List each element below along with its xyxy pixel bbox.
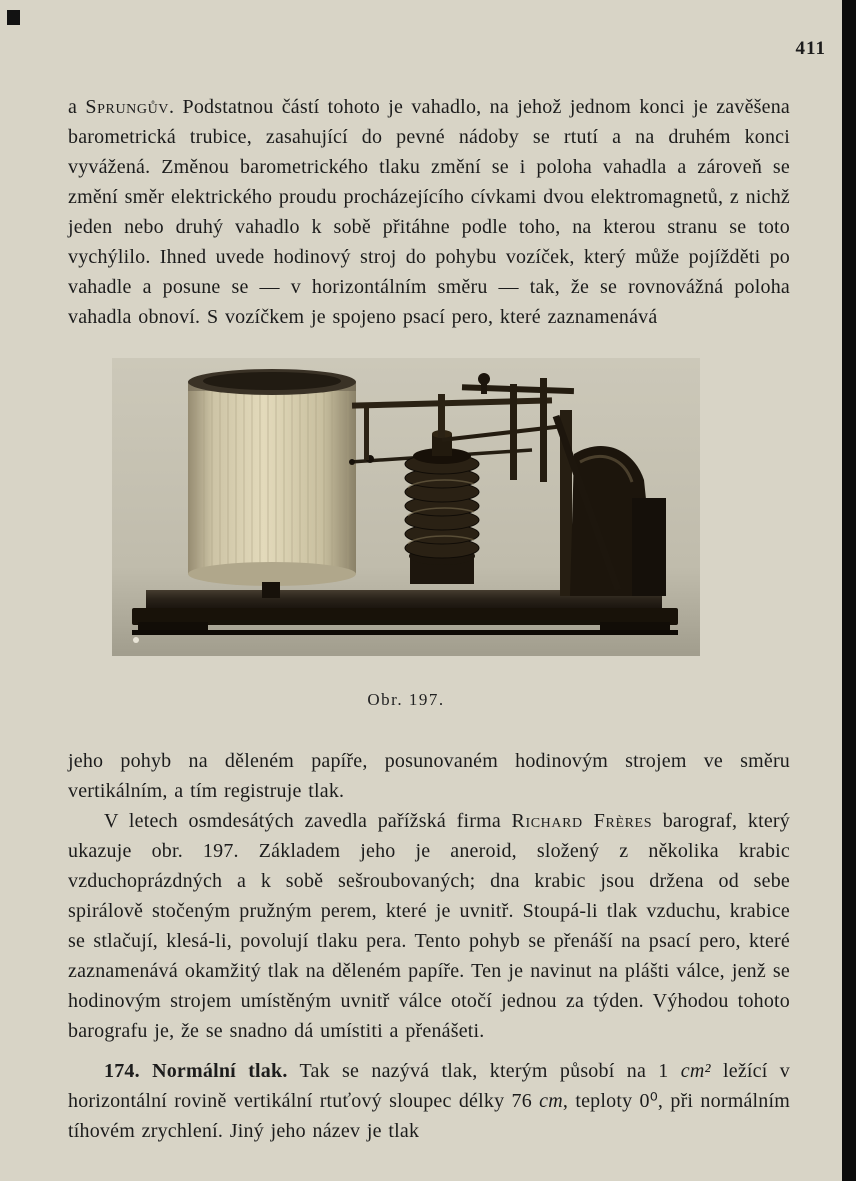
- para3-after: barograf, který ukazuje obr. 197. Základem jeho je aneroid, složený z několika krabic vzduchoprázdných a k sobě sešroubovaných; dna krabic jsou držena od sebe spirálově stočeným pružným perem, které je uvnitř. Stoupá-li tlak vzduchu, krabice se stlačují, klesá-li, povolují tlaku pera. Tento pohyb se přenáší na psací pero, které zaznamenává okamžitý tlak na děleném papíře. Ten je navinut na plášti válce, jenž se hodinovým strojem umístěným uvnitř válce otočí jednou za týden. Výhodou tohoto barografu je, že se snadno dá umístiti a přenášeti.: [68, 810, 790, 1042]
- figure-197: [112, 358, 700, 656]
- para4-t1: Tak se nazývá tlak, kterým působí na 1: [287, 1060, 681, 1082]
- para1-name-smallcaps: Sprungův: [85, 96, 169, 118]
- body-text-paragraph-4: [68, 1056, 790, 1146]
- body-text-paragraph-1: [68, 92, 790, 332]
- scan-artifact-right-bar: [842, 0, 856, 1181]
- scan-artifact-square: [7, 10, 20, 25]
- para4-t3: , teploty 0⁰, při normálním tíhovém zrychlení. Jiný jeho název je tlak: [68, 1090, 790, 1142]
- para3-before: V letech osmdesátých zavedla pařížská firma: [104, 810, 512, 832]
- barograph-photo: [112, 358, 700, 656]
- para4-unit-cm: cm: [539, 1090, 563, 1112]
- para4-t2: ležící v horizontální rovině vertikální rtuťový sloupec délky 76: [68, 1060, 790, 1112]
- section-heading: 174. Normální tlak.: [104, 1060, 288, 1082]
- para1-lead: a: [68, 96, 86, 118]
- para4-unit-cm2: cm²: [680, 1060, 711, 1082]
- para1-rest: . Podstatnou částí tohoto je vahadlo, na jehož jednom konci je zavěšena barometrická trubice, zasahující do pevné nádoby se rtutí a na druhém konci vyvážená. Změnou barometrického tlaku změní se i poloha vahadla a zároveň se změní směr elektrického proudu procházejícího cívkami dvou elektromagnetů, z nichž jeden nebo druhý vahadlo k sobě přitáhne podle toho, na kterou stranu se toto vychýlilo. Ihned uvede hodinový stroj do pohybu vozíček, který může pojížděti po vahadle a posune se — v horizontálním směru — tak, že se rovnovážná poloha vahadla obnoví. S vozíčkem je spojeno psací pero, které zaznamenává: [68, 96, 790, 328]
- page-number: 411: [795, 38, 826, 59]
- body-text-paragraph-2: jeho pohyb na děleném papíře, posunovaném hodinovým strojem ve směru vertikálním, a tím registruje tlak.: [68, 750, 790, 802]
- body-text-paragraph-3: [68, 806, 790, 1046]
- figure-caption: Obr. 197.: [367, 690, 445, 709]
- aneroid-spring: [405, 430, 479, 584]
- para3-firm-smallcaps: Richard Frères: [511, 810, 653, 832]
